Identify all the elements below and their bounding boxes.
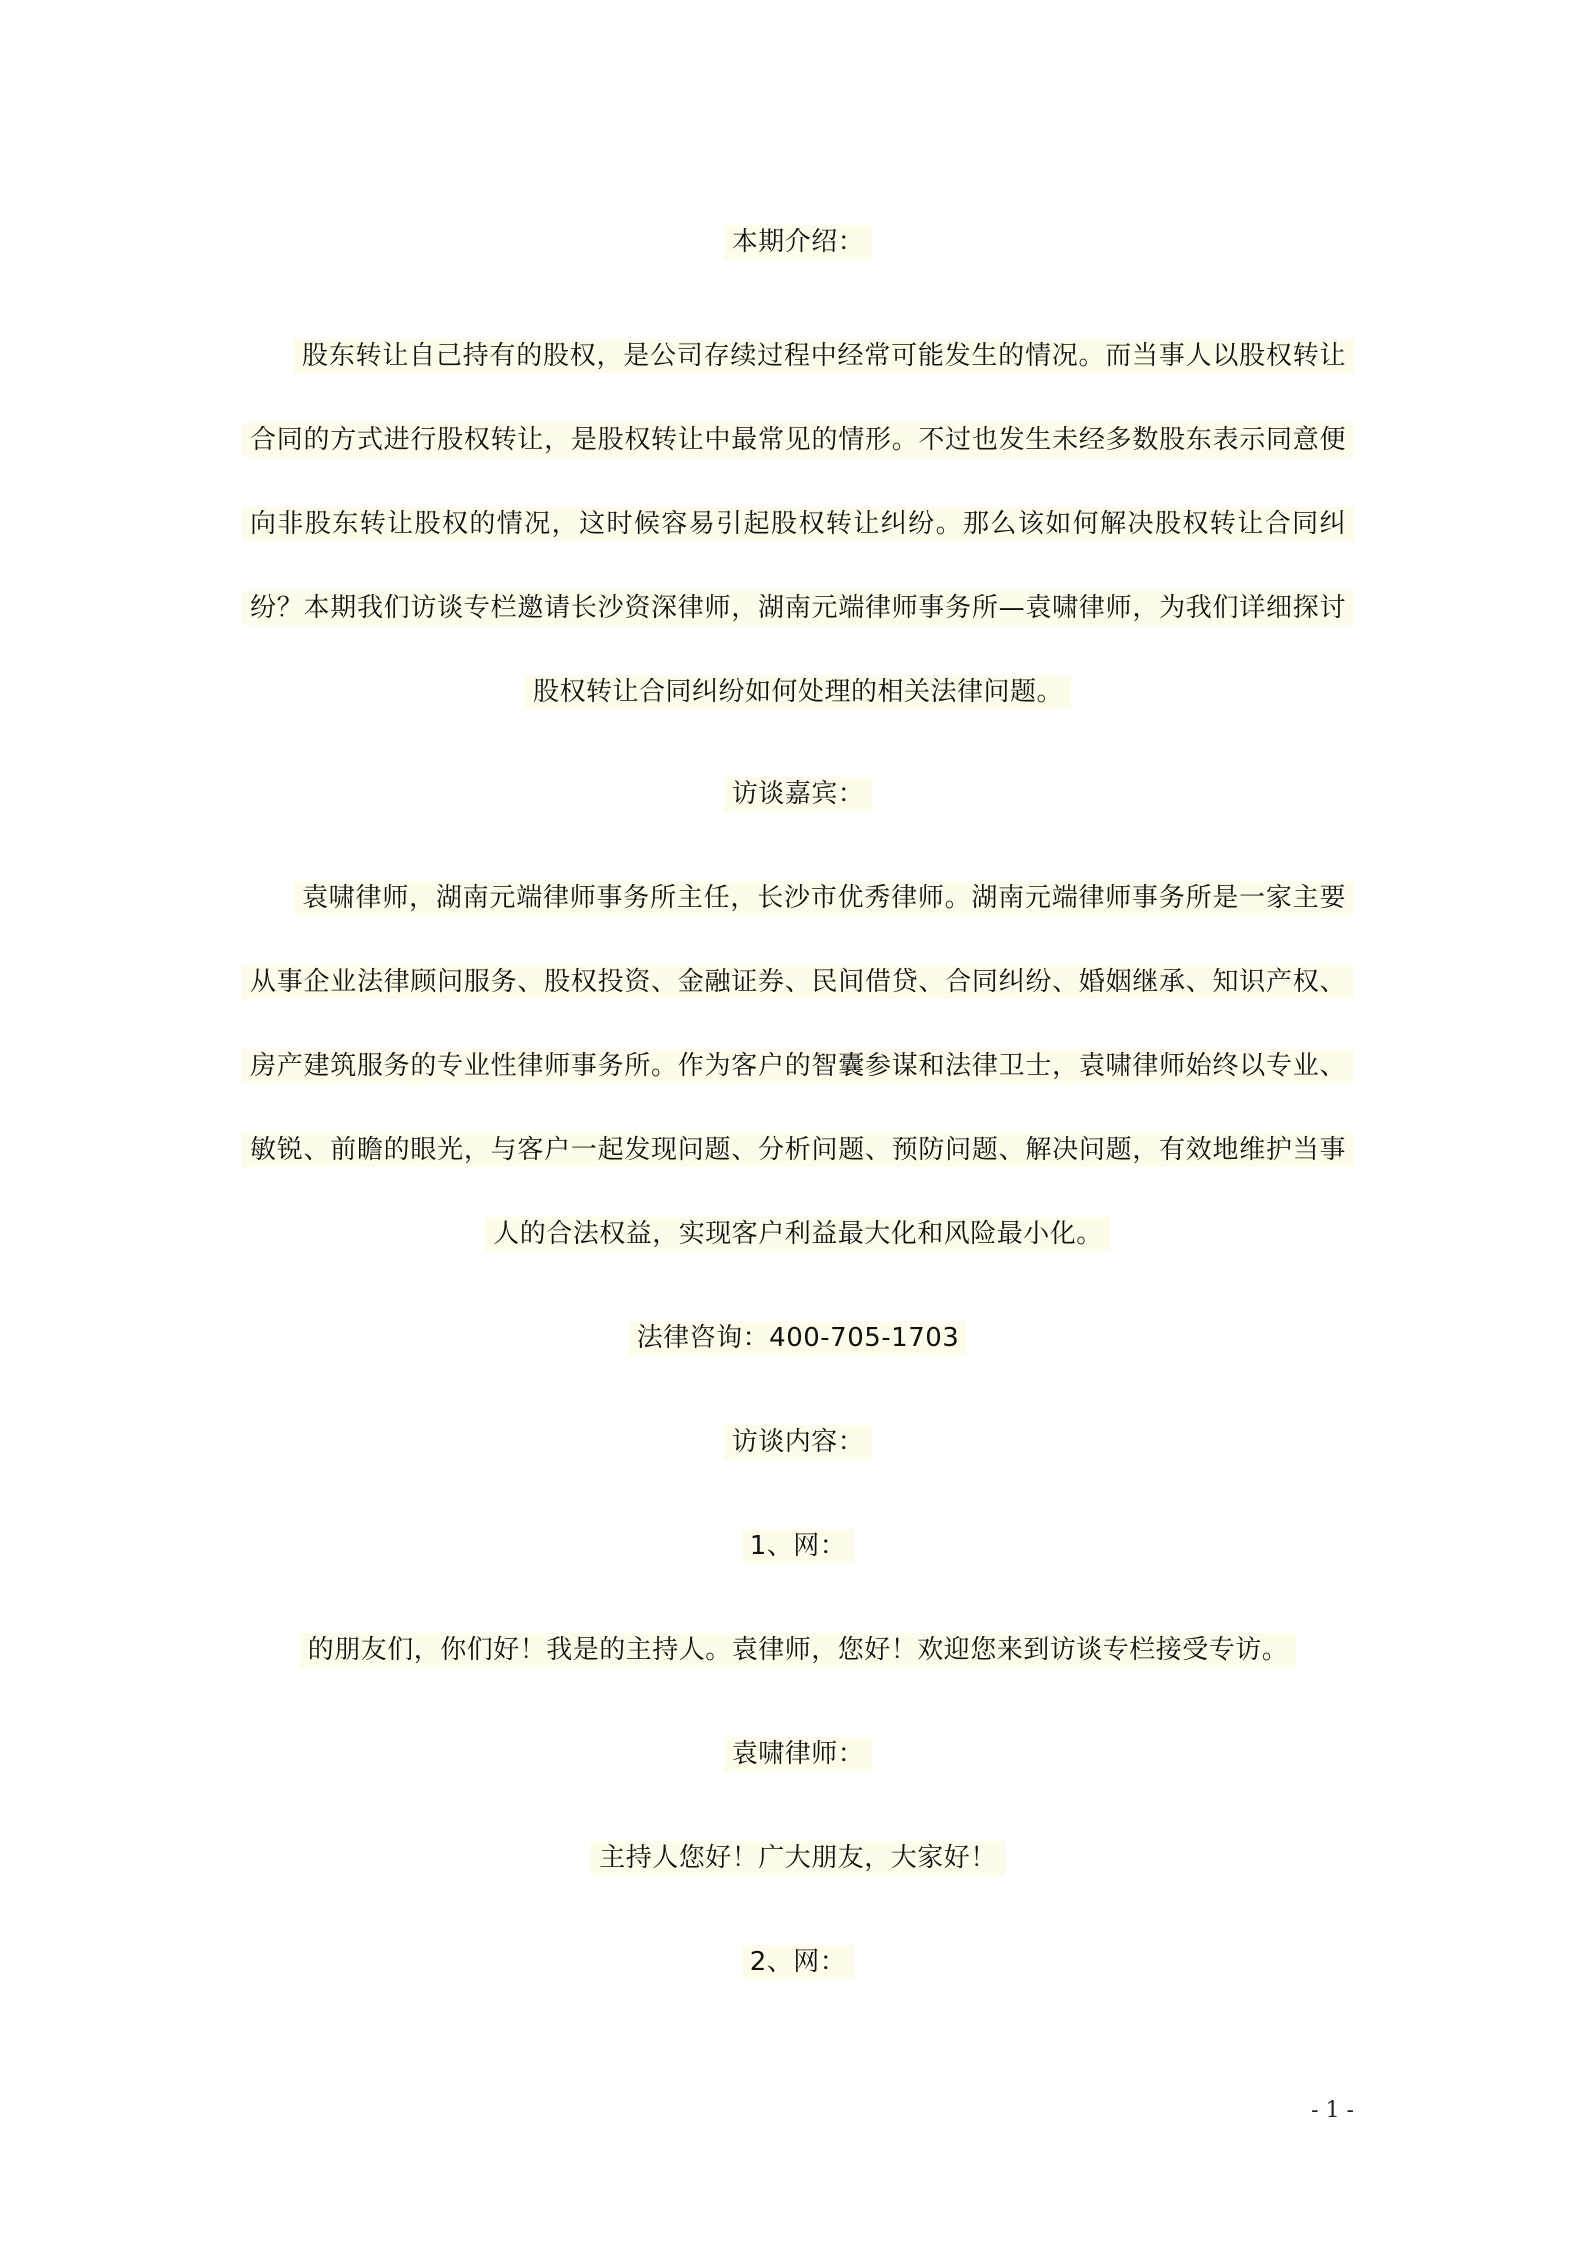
intro-paragraph: 股东转让自己持有的股权，是公司存续过程中经常可能发生的情况。而当事人以股权转让合同的方式进行股权转让，是股权转让中最常见的情形。不过也发生未经多数股东表示同意便向非股东转让股权的情况，这时候容易引起股权转让纠纷。那么该如何解决股权转让合同纠纷？本期我们访谈专栏邀请长沙资深律师，湖南元端律师事务所—袁啸律师，为我们详细探讨股权转让合同纠纷如何处理的相关法律问题。 [242, 339, 1354, 709]
content-heading: 访谈内容： [724, 1425, 873, 1459]
intro-heading-block [242, 200, 1354, 284]
answer-1-text: 主持人您好！广大朋友，大家好！ [591, 1841, 1005, 1875]
answer-1-label: 袁啸律师： [724, 1737, 873, 1771]
question-1-label: 1、网： [742, 1529, 855, 1563]
consult-line-block [242, 1296, 1354, 1380]
consult-line: 法律咨询：400-705-1703 [629, 1321, 968, 1355]
question-1-label-block [242, 1504, 1354, 1588]
question-2-label: 2、网： [742, 1945, 855, 1979]
guest-paragraph: 袁啸律师，湖南元端律师事务所主任，长沙市优秀律师。湖南元端律师事务所是一家主要从事企业法律顾问服务、股权投资、金融证券、民间借贷、合同纠纷、婚姻继承、知识产权、房产建筑服务的专业性律师事务所。作为客户的智囊参谋和法律卫士，袁啸律师始终以专业、敏锐、前瞻的眼光，与客户一起发现问题、分析问题、预防问题、解决问题，有效地维护当事人的合法权益，实现客户利益最大化和风险最小化。 [242, 881, 1354, 1251]
intro-heading: 本期介绍： [724, 225, 873, 259]
page-number: - 1 - [1311, 2098, 1354, 2123]
question-2-label-block [242, 1920, 1354, 2004]
intro-paragraph-block [242, 314, 1354, 734]
guest-heading-block [242, 752, 1354, 836]
answer-1-text-block [242, 1816, 1354, 1900]
question-1-text: 的朋友们，你们好！我是的主持人。袁律师，您好！欢迎您来到访谈专栏接受专访。 [300, 1633, 1297, 1667]
question-1-text-block [242, 1608, 1354, 1692]
guest-heading: 访谈嘉宾： [724, 777, 873, 811]
guest-paragraph-block [242, 856, 1354, 1276]
answer-1-label-block [242, 1712, 1354, 1796]
content-heading-block [242, 1400, 1354, 1484]
